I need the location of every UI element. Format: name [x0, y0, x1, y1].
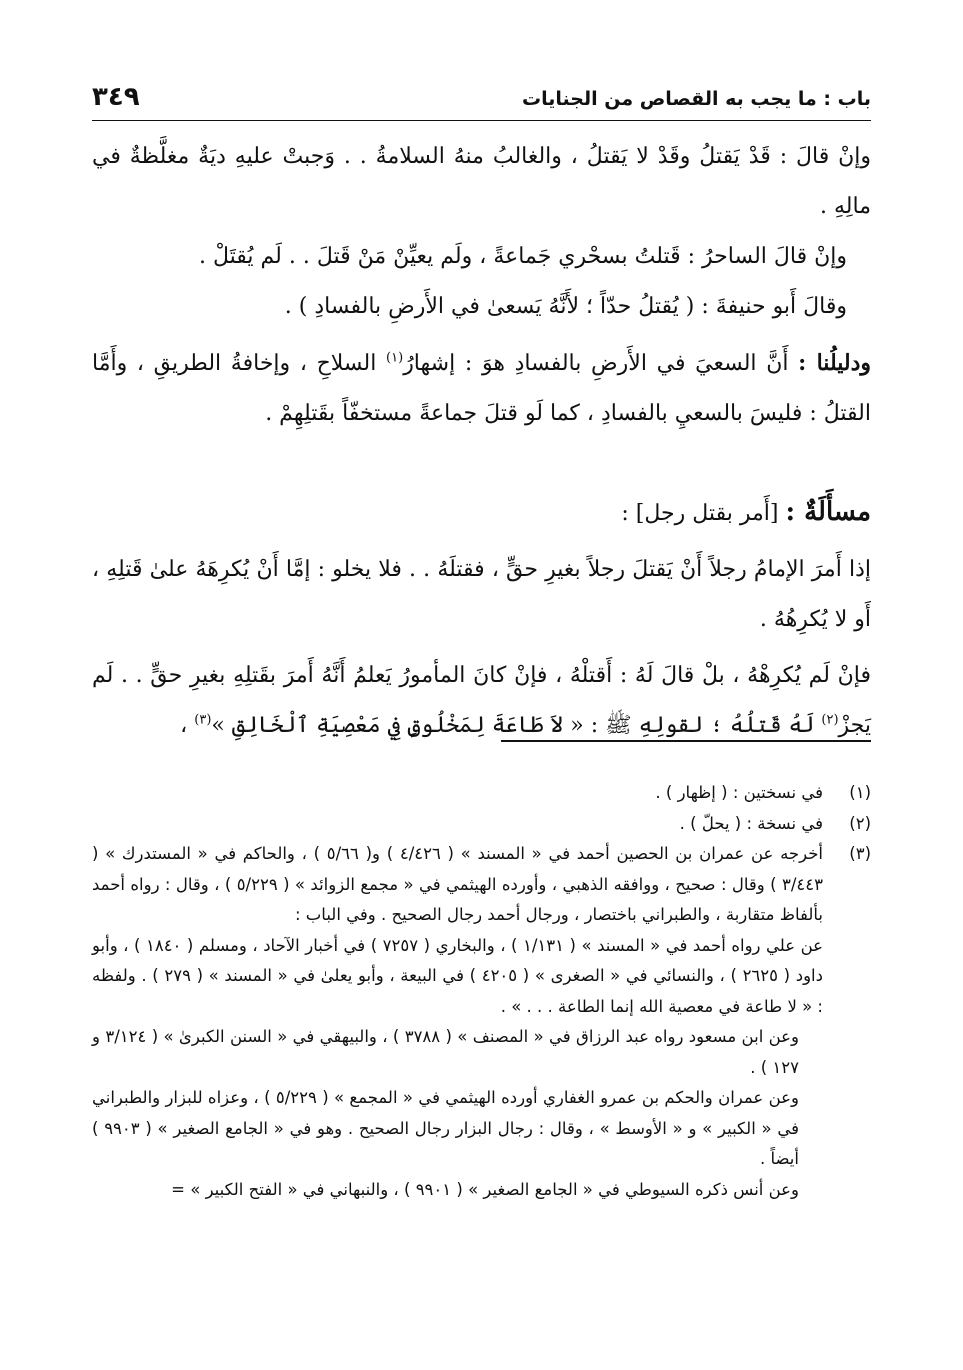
footnote-number: (٢)	[849, 813, 871, 833]
footnote-text: أخرجه عن عمران بن الحصين أحمد في « المسند » ( ٤/٤٢٦ ) و( ٥/٦٦ ) ، والحاكم في « المستدرك » ( ٣/٤٤٣ ) وقال : صحيح ، ووافقه الذهبي ، وأورده الهيثمي في « مجمع الزوائد » ( ٥/٢٢٩ ) ، وقال : رواه أحمد بألفاظ متقاربة ، والطبراني باختصار ، ورجال أحمد رجال الصحيح . وفي الباب : عن علي رواه أحمد في « المسند » ( ١/١٣١ ) ، والبخاري ( ٧٢٥٧ ) في أخبار الآحاد ، ومسلم ( ١٨٤٠ ) ، وأبو داود ( ٢٦٢٥ ) ، والنسائي في « الصغرى » ( ٤٢٠٥ ) في البيعة ، وأبو يعلىٰ في « المسند » ( ٢٧٩ ) . ولفظه : « لا طاعة في معصية الله إنما الطاعة . . . » . وعن ابن مسعود رواه عبد الرزاق في « المصنف » ( ٣٧٨٨ ) ، والبيهقي في « السنن الكبرىٰ » ( ٣/١٢٤ و ١٢٧ ) . وعن عمران والحكم بن عمرو الغفاري أورده الهيثمي في « المجمع » ( ٥/٢٢٩ ) ، وعزاه للبزار والطبراني في « الكبير » و « الأوسط » ، وقال : رجال البزار رجال الصحيح . وهو في « الجامع الصغير » ( ٩٩٠٣ ) أيضاً . وعن أنس ذكره السيوطي في « الجامع الصغير » ( ٩٩٠١ ) ، والنبهاني في « الفتح الكبير » =	[92, 844, 824, 1199]
footnote	[92, 778, 871, 809]
footnote-number: (٣)	[849, 844, 871, 863]
proof-label: ودليلُنا :	[798, 350, 871, 376]
footnote-ref: (١)	[386, 350, 404, 366]
footnotes	[92, 778, 871, 1205]
footnote-ref: (٢)	[821, 712, 839, 728]
footnote	[92, 839, 871, 1205]
issue-label: مسأَلَةٌ :	[785, 497, 871, 527]
paragraph: وإنْ قالَ الساحرُ : قَتلتُ بسحْري جَماعةً ، ولَم يعيِّنْ مَنْ قَتلَ . . لَم يُقتَلْ .	[199, 244, 847, 269]
footnote-ref: (٣)	[194, 712, 212, 728]
page-number: ٣٤٩	[92, 82, 140, 112]
footnote-text: في نسختين : ( إظهار ) .	[655, 783, 823, 802]
paragraph: إذا أَمرَ الإمامُ رجلاً أَنْ يَقتلَ رجلاً بغيرِ حقٍّ ، فقتلَهُ . . فلا يخلو : إمَّا أَنْ يُكرِهَهُ علىٰ قَتلِهِ ، أَو لا يُكرِهُهُ .	[92, 557, 871, 632]
issue-title: [أَمر بقتل رجل] :	[621, 501, 779, 526]
footnote-number: (١)	[849, 783, 871, 802]
footnote-divider	[501, 740, 871, 742]
footnote-text: في نسخة : ( يحلّ ) .	[679, 813, 823, 833]
paragraph: ودليلُنا : أَنَّ السعيَ في الأَرضِ بالفسادِ هوَ : إشهارُ$^{(١)}$ السلاحِ ، وإخافةُ الطريقِ ، وأَمَّا القتلُ : فليسَ بالسعيِ بالفسادِ ، كما لَو قتلَ جماعةً مستخفّاً بقَتلِهِمْ .	[92, 350, 871, 426]
issue-heading	[92, 487, 871, 539]
page-header	[92, 80, 871, 121]
paragraph: وإنْ قالَ : قَدْ يَقتلُ وقَدْ لا يَقتلُ ، والغالبُ منهُ السلامةُ . . وَجبتْ عليهِ ديَةٌ مغلَّظةٌ في مالِهِ .	[92, 144, 871, 219]
paragraph: فإنْ لَم يُكرِهْهُ ، بلْ قالَ لَهُ : أَقتلْهُ ، فإنْ كانَ المأمورُ يَعلمُ أَنَّهُ أَمرَ بقَتلِهِ بغيرِ حقٍّ . . لَم يَجزْ$^{(٢)}$ لَهُ قَتلُهُ ؛ لقولِهِ ﷺ : « لاَ طَاعَةَ لِمَخْلُوقٍ فِي مَعْصِيَةِ ٱلْخَالِقِ »$^{(٣)}$ ،	[92, 663, 871, 738]
footnote	[92, 809, 871, 840]
paragraph: وقالَ أَبو حنيفةَ : ( يُقتلُ حدّاً ؛ لأَنَّهُ يَسعىٰ في الأَرضِ بالفسادِ ) .	[284, 294, 847, 319]
main-text	[92, 132, 871, 751]
running-title: باب : ما يجب به القصاص من الجنايات	[522, 88, 871, 110]
